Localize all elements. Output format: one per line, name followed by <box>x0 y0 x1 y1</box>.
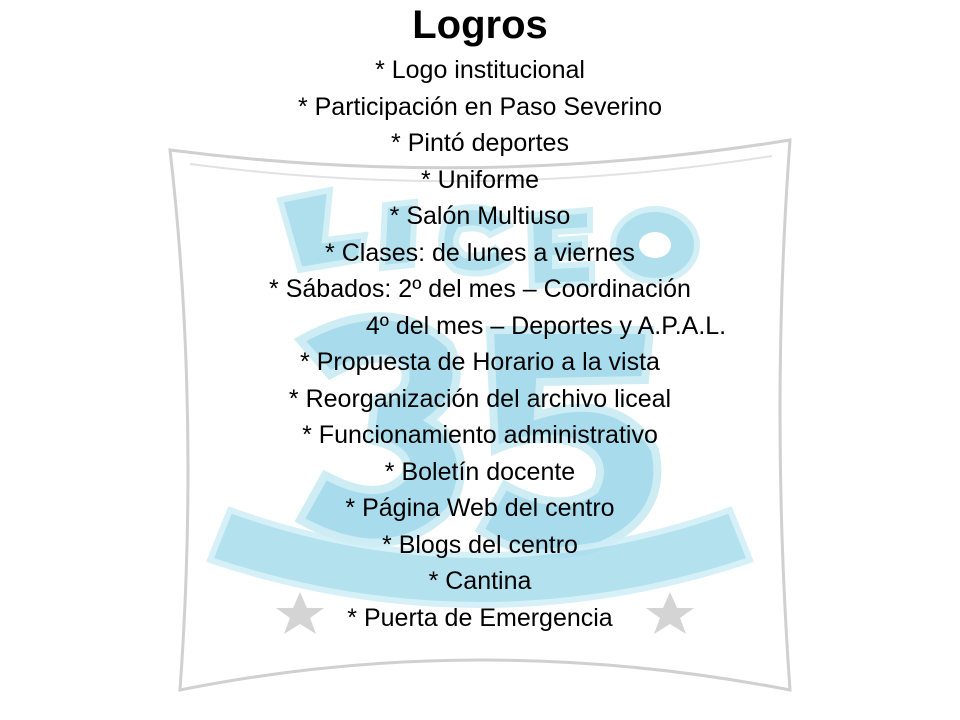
list-item: * Pintó deportes <box>391 129 569 157</box>
list-item: * Boletín docente <box>384 457 576 486</box>
list-item: * Logo institucional <box>375 56 585 84</box>
list-item: * Participación en Paso Severino <box>297 92 663 121</box>
list-item: * Uniforme <box>420 165 540 194</box>
list-item: * Blogs del centro <box>382 530 578 559</box>
list-item-continuation: 4º del mes – Deportes y A.P.A.L. <box>365 311 727 340</box>
list-item: * Clases: de lunes a viernes <box>325 238 635 267</box>
list-item: * Sábados: 2º del mes – Coordinación <box>269 275 691 303</box>
list-item: * Puerta de Emergencia <box>347 603 613 632</box>
slide-title: Logros <box>412 3 548 47</box>
list-item: * Página Web del centro <box>345 494 615 522</box>
list-item: * Reorganización del archivo liceal <box>288 384 672 413</box>
list-item: * Propuesta de Horario a la vista <box>300 348 660 376</box>
list-item: * Funcionamiento administrativo <box>302 421 658 449</box>
list-item: * Cantina <box>428 567 532 595</box>
achievements-list <box>0 52 960 636</box>
list-item: * Salón Multiuso <box>389 202 571 230</box>
